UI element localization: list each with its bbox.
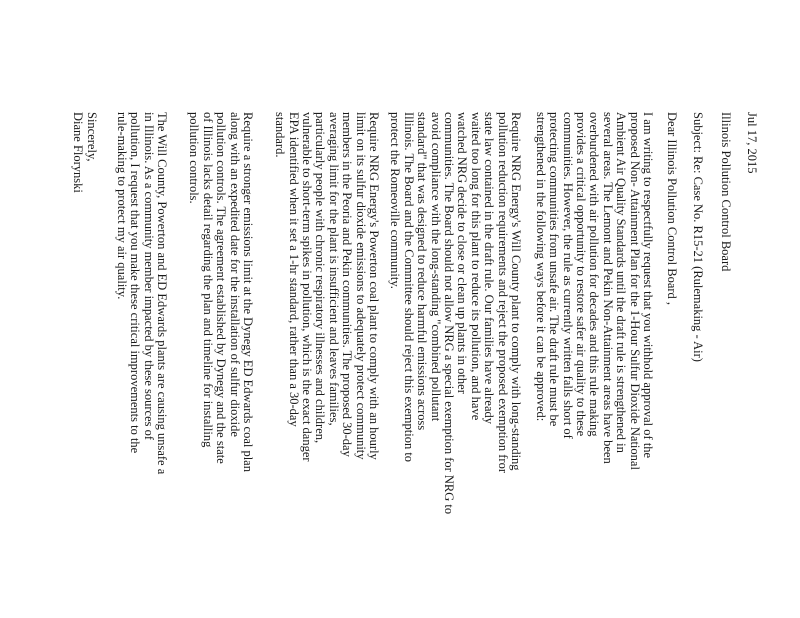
paragraph-line: Require NRG Energy's Will County plant to comply with long-standing xyxy=(509,112,523,471)
paragraph-line: limit on its sulfur dioxide emissions to adequately protect community xyxy=(353,112,368,460)
paragraph-line: The Will County, Powerton and ED Edwards plants are causing unsafe a xyxy=(155,112,169,475)
paragraph-line: in Illinois. As a community member impacted by these sources of xyxy=(141,112,156,441)
paragraph-line: standard" that was designed to reduce harmful emissions across xyxy=(415,112,430,431)
paragraph-line: I am writing to respectfully request that you withhold approval of the xyxy=(641,112,655,459)
paragraph-line: provides a critical opportunity to restore safer air quality to these xyxy=(573,112,588,437)
paragraph-line: strengthened in the following ways before it can be approved: xyxy=(533,112,548,422)
paragraph-line: waited too long for this plant to reduce its pollution, and have xyxy=(468,112,483,421)
paragraph-line: vulnerable to short-term spikes in pollution, which is the exact danger xyxy=(299,112,314,462)
letter-closing: Sincerely, xyxy=(85,112,99,162)
paragraph-line: protecting communities from unsafe air. The draft rule must be xyxy=(547,112,562,427)
paragraph-line: several areas. The Lemont and Pekin Non-Attainment areas have been xyxy=(600,112,615,464)
paragraph-line: pollution reduction requirements and reject the proposed exemption fror xyxy=(495,112,510,473)
paragraph-line: averaging limit for the plant is insufficient and leaves families, xyxy=(326,112,341,426)
letter-salutation: Dear Illinois Pollution Control Board , xyxy=(665,112,679,306)
paragraph-line: overburdened with air pollution for decades and this rule making xyxy=(587,112,602,437)
paragraph-line: avoid compliance with the long-standing "combined pollutant xyxy=(428,112,443,422)
paragraph-4 xyxy=(187,112,254,472)
letter-subject: Subject: Re: Case No. R15-21 (Rulemaking - Air) xyxy=(691,112,705,362)
paragraph-line: proposed Non- Attainment Plan for the 1-Hour Sulfur Dioxide National xyxy=(627,112,642,470)
paragraph-line: along with an expedited date for the installation of sulfur dioxide xyxy=(227,112,242,437)
paragraph-line: protect the Romeoville community. xyxy=(388,112,403,289)
paragraph-line: particularly people with chronic respiratory illnesses and children, xyxy=(313,112,328,444)
paragraph-1 xyxy=(533,112,654,470)
letter-date: Jul 17, 2015 xyxy=(745,112,759,174)
paragraph-line: pollution, I request that you make these critical improvements to the xyxy=(128,112,143,454)
paragraph-line: watched NRG decide to close or clean up plants in other xyxy=(455,112,470,394)
paragraph-line: pollution controls. xyxy=(187,112,202,204)
letter-signature: Diane Florynski xyxy=(71,112,85,193)
paragraph-line: state law contained in the draft rule. Our families have already xyxy=(482,112,497,425)
paragraph-3 xyxy=(273,112,380,462)
paragraph-line: Require NRG Energy's Powerton coal plant to comply with an hourly xyxy=(367,112,381,460)
paragraph-line: Require a stronger emissions limit at the Dynegy ED Edwards coal plan xyxy=(241,112,255,472)
paragraph-2 xyxy=(388,112,522,514)
paragraph-line: Illinois. The Board and the Committee should reject this exemption to xyxy=(401,112,416,463)
paragraph-line: communities. However, the rule as currently written falls short of xyxy=(560,112,575,439)
paragraph-line: rule-making to protect my air quality. xyxy=(114,112,129,300)
paragraph-line: Ambient Air Quality Standards until the draft rule is strengthened in xyxy=(614,112,629,453)
paragraph-line: standard. xyxy=(273,112,288,158)
paragraph-line: pollution controls. The agreement established by Dynegy and the state xyxy=(214,112,229,464)
paragraph-line: EPA identified when it set a 1-hr standard, rather than a 30-day xyxy=(286,112,301,427)
paragraph-line: communities. The Board should not allow NRG a special exemption for NRG to xyxy=(441,112,456,515)
letter-recipient: Illinois Pollution Control Board xyxy=(719,112,733,272)
paragraph-line: of Illinois lacks detail regarding the plan and timeline for installing xyxy=(200,112,215,448)
paragraph-line: members in the Peoria and Pekin communities. The proposed 30-day xyxy=(340,112,355,457)
paragraph-5 xyxy=(114,112,168,474)
